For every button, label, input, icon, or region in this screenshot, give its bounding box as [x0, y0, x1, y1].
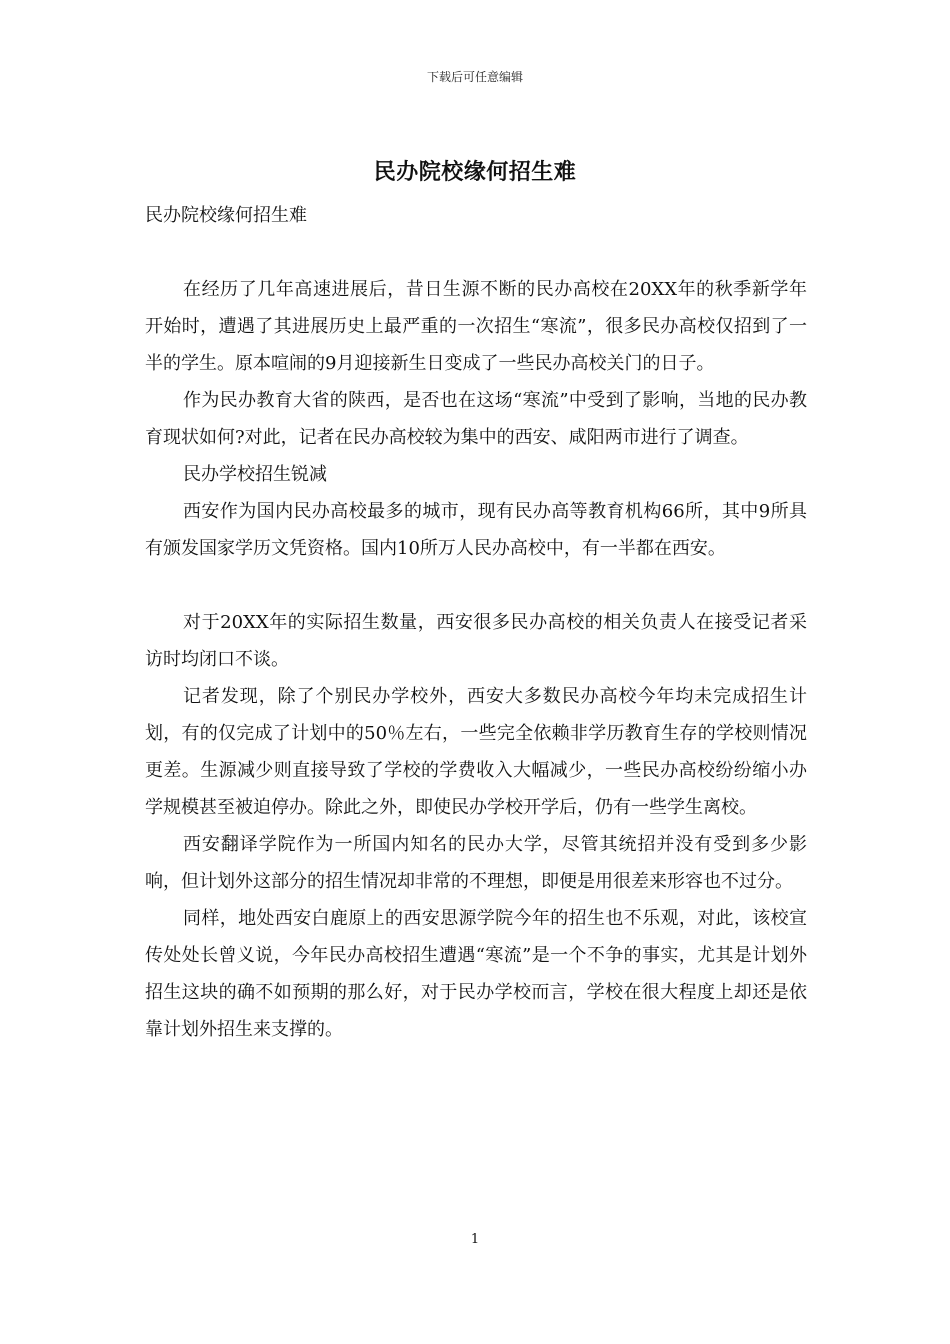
document-title: 民办院校缘何招生难: [373, 159, 577, 185]
section-heading: 民办学校招生锐减: [183, 464, 327, 485]
paragraph: 同样，地处西安白鹿原上的西安思源学院今年的招生也不乐观，对此，该校宣传处处长曾义说，今年民办高校招生遭遇“寒流”是一个不争的事实，尤其是计划外招生这块的确不如预期的那么好，对于民办学校而言，学校在很大程度上却还是依靠计划外招生来支撑的。: [145, 908, 807, 1040]
document-subtitle: 民办院校缘何招生难: [145, 205, 307, 226]
paragraph: 在经历了几年高速进展后，昔日生源不断的民办高校在20XX年的秋季新学年开始时，遭遇了其进展历史上最严重的一次招生“寒流”，很多民办高校仅招到了一半的学生。原本喧闹的9月迎接新生日变成了一些民办高校关门的日子。: [145, 279, 807, 374]
page-number: 1: [470, 1232, 480, 1247]
paragraph: 西安作为国内民办高校最多的城市，现有民办高等教育机构66所，其中9所具有颁发国家学历文凭资格。国内10所万人民办高校中，有一半都在西安。: [145, 501, 807, 559]
header-note: 下载后可任意编辑: [426, 70, 523, 84]
document-body: [145, 197, 807, 1048]
paragraph: 作为民办教育大省的陕西，是否也在这场“寒流”中受到了影响，当地的民办教育现状如何?对此，记者在民办高校较为集中的西安、咸阳两市进行了调查。: [145, 390, 807, 448]
paragraph: 西安翻译学院作为一所国内知名的民办大学，尽管其统招并没有受到多少影响，但计划外这部分的招生情况却非常的不理想，即便是用很差来形容也不过分。: [145, 834, 807, 892]
paragraph: 记者发现，除了个别民办学校外，西安大多数民办高校今年均未完成招生计划，有的仅完成了计划中的50％左右，一些完全依赖非学历教育生存的学校则情况更差。生源减少则直接导致了学校的学费收入大幅减少，一些民办高校纷纷缩小办学规模甚至被迫停办。除此之外，即使民办学校开学后，仍有一些学生离校。: [145, 686, 807, 818]
paragraph: 对于20XX年的实际招生数量，西安很多民办高校的相关负责人在接受记者采访时均闭口不谈。: [145, 612, 807, 670]
